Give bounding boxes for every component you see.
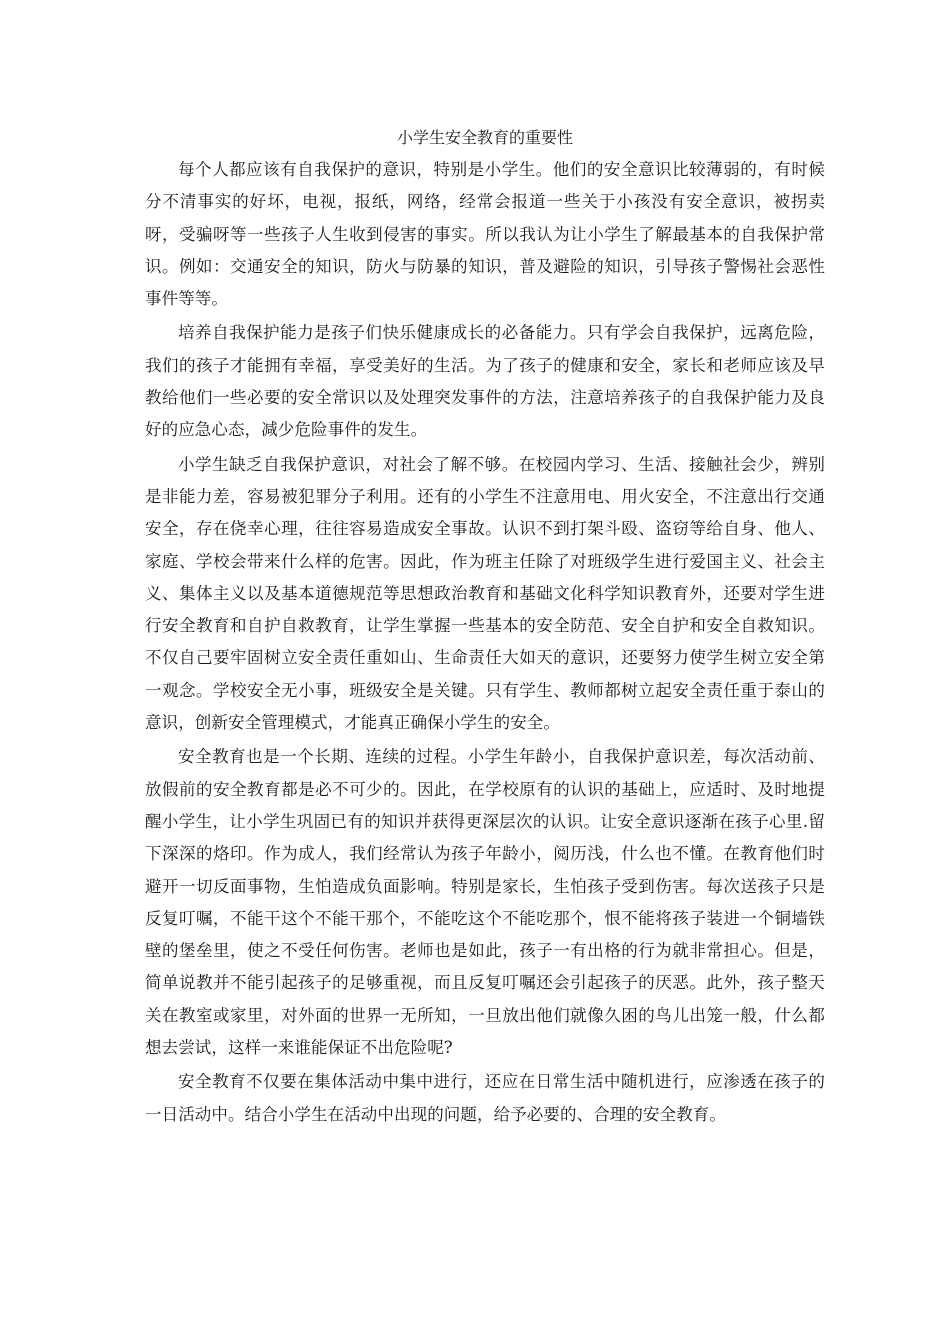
paragraph-2: 培养自我保护能力是孩子们快乐健康成长的必备能力。只有学会自我保护，远离危险，我们的孩子才能拥有幸福，享受美好的生活。为了孩子的健康和安全，家长和老师应该及早教给他们一些必要的安全常识以及处理突发事件的方法，注意培养孩子的自我保护能力及良好的应急心态，减少危险事件的发生。 (145, 323, 825, 440)
paragraph-4: 安全教育也是一个长期、连续的过程。小学生年龄小，自我保护意识差，每次活动前、放假前的安全教育都是必不可少的。因此，在学校原有的认识的基础上，应适时、及时地提醒小学生，让小学生巩固已有的知识并获得更深层次的认识。让安全意识逐渐在孩子心里.留下深深的烙印。作为成人，我们经常认为孩子年龄小，阅历浅，什么也不懂。在教育他们时避开一切反面事物，生怕造成负面影响。特别是家长，生怕孩子受到伤害。每次送孩子只是反复叮嘱，不能干这个不能干那个，不能吃这个不能吃那个，恨不能将孩子装进一个铜墙铁壁的堡垒里，使之不受任何伤害。老师也是如此，孩子一有出格的行为就非常担心。但是，简单说教并不能引起孩子的足够重视，而且反复叮嘱还会引起孩子的厌恶。此外，孩子整天关在教室或家里，对外面的世界一无所知，一旦放出他们就像久困的鸟儿出笼一般，什么都想去尝试，这样一来谁能保证不出危险呢? (145, 747, 825, 1058)
document-title: 小学生安全教育的重要性 (396, 128, 573, 147)
paragraph-3: 小学生缺乏自我保护意识，对社会了解不够。在校园内学习、生活、接触社会少，辨别是非能力差，容易被犯罪分子利用。还有的小学生不注意用电、用火安全，不注意出行交通安全，存在侥幸心理，往往容易造成安全事故。认识不到打架斗殴、盗窃等给自身、他人、家庭、学校会带来什么样的危害。因此，作为班主任除了对班级学生进行爱国主义、社会主义、集体主义以及基本道德规范等思想政治教育和基础文化科学知识教育外，还要对学生进行安全教育和自护自救教育，让学生掌握一些基本的安全防范、安全自护和安全自救知识。不仅自己要牢固树立安全责任重如山、生命责任大如天的意识，还要努力使学生树立安全第一观念。学校安全无小事，班级安全是关键。只有学生、教师都树立起安全责任重于泰山的意识，创新安全管理模式，才能真正确保小学生的安全。 (145, 454, 825, 733)
paragraph-1: 每个人都应该有自我保护的意识，特别是小学生。他们的安全意识比较薄弱的，有时候分不清事实的好坏，电视，报纸，网络，经常会报道一些关于小孩没有安全意识，被拐卖呀，受骗呀等一些孩子人生收到侵害的事实。所以我认为让小学生了解最基本的自我保护常识。例如：交通安全的知识，防火与防暴的知识，普及避险的知识，引导孩子警惕社会恶性事件等等。 (145, 160, 825, 309)
document-body (145, 124, 825, 1133)
paragraph-5: 安全教育不仅要在集体活动中集中进行，还应在日常生活中随机进行，应渗透在孩子的一日活动中。结合小学生在活动中出现的问题，给予必要的、合理的安全教育。 (145, 1072, 825, 1124)
